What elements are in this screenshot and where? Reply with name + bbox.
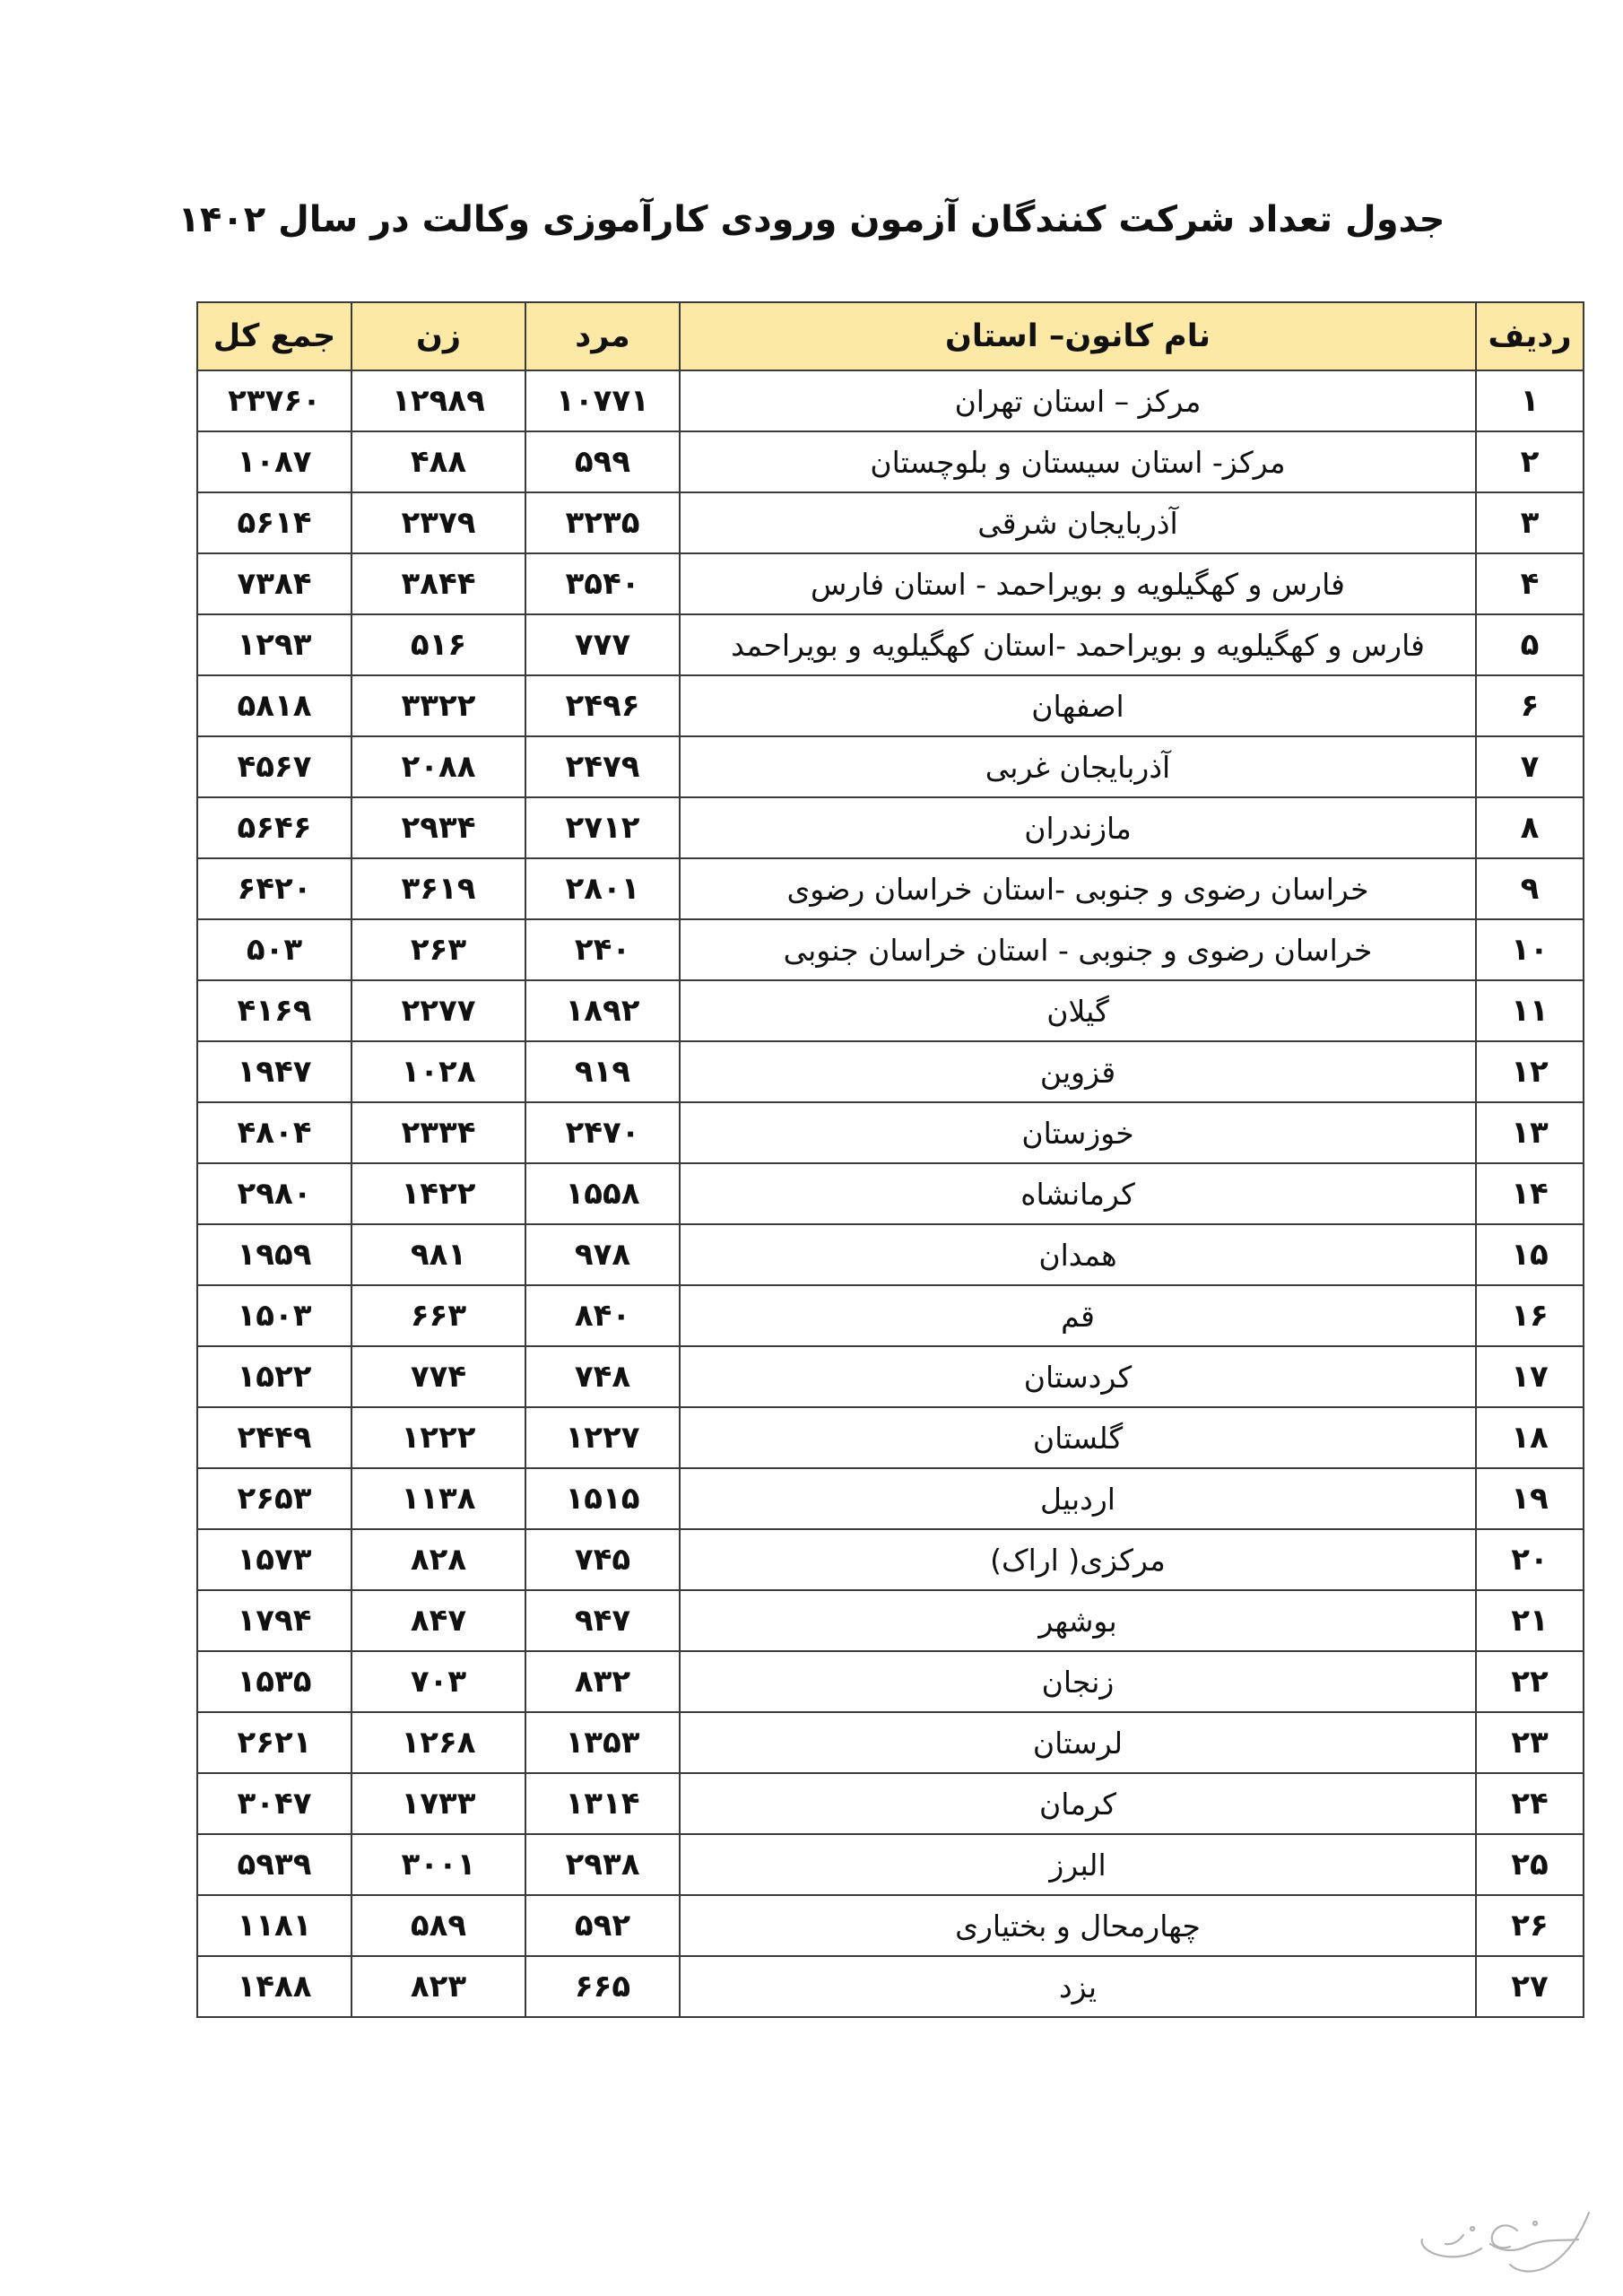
row-male-cell: ۷۷۷ [525, 614, 680, 675]
table-row [197, 1590, 1584, 1651]
row-name-cell: البرز [680, 1834, 1476, 1895]
table-row [197, 1956, 1584, 2017]
row-male-cell: ۸۴۰ [525, 1285, 680, 1346]
table-row [197, 1285, 1584, 1346]
row-total-cell: ۳۰۴۷ [197, 1773, 352, 1834]
table-row [197, 1773, 1584, 1834]
header-male: مرد [525, 302, 680, 370]
row-index-cell: ۱۶ [1476, 1285, 1584, 1346]
row-male-cell: ۲۴۷۹ [525, 736, 680, 797]
row-name-cell: قزوین [680, 1041, 1476, 1102]
row-index-cell: ۸ [1476, 797, 1584, 858]
row-index-cell: ۱۳ [1476, 1102, 1584, 1163]
row-male-cell: ۵۹۲ [525, 1895, 680, 1956]
row-female-cell: ۱۴۲۲ [352, 1163, 525, 1224]
row-male-cell: ۳۵۴۰ [525, 553, 680, 614]
row-female-cell: ۶۶۳ [352, 1285, 525, 1346]
row-index-cell: ۱۸ [1476, 1407, 1584, 1468]
row-male-cell: ۱۲۲۷ [525, 1407, 680, 1468]
table-row [197, 919, 1584, 980]
row-total-cell: ۵۰۳ [197, 919, 352, 980]
row-name-cell: مرکز- استان سیستان و بلوچستان [680, 431, 1476, 492]
row-total-cell: ۱۵۷۳ [197, 1529, 352, 1590]
table-row [197, 1102, 1584, 1163]
row-female-cell: ۲۶۳ [352, 919, 525, 980]
table-row [197, 1041, 1584, 1102]
row-male-cell: ۱۵۵۸ [525, 1163, 680, 1224]
table-header-row [197, 302, 1584, 370]
row-male-cell: ۸۳۲ [525, 1651, 680, 1712]
table-row [197, 1468, 1584, 1529]
row-total-cell: ۴۱۶۹ [197, 980, 352, 1041]
row-total-cell: ۴۵۶۷ [197, 736, 352, 797]
row-index-cell: ۲۰ [1476, 1529, 1584, 1590]
row-male-cell: ۲۸۰۱ [525, 858, 680, 919]
table-row [197, 1224, 1584, 1285]
row-male-cell: ۹۱۹ [525, 1041, 680, 1102]
row-female-cell: ۷۰۳ [352, 1651, 525, 1712]
table-row [197, 1163, 1584, 1224]
table-row [197, 492, 1584, 553]
row-index-cell: ۳ [1476, 492, 1584, 553]
row-total-cell: ۱۵۳۵ [197, 1651, 352, 1712]
row-index-cell: ۲۳ [1476, 1712, 1584, 1773]
page-title: جدول تعداد شرکت کنندگان آزمون ورودی کارآموزی وکالت در سال ۱۴۰۲ [178, 199, 1445, 240]
row-name-cell: گیلان [680, 980, 1476, 1041]
row-index-cell: ۲۴ [1476, 1773, 1584, 1834]
row-name-cell: مرکزی( اراک) [680, 1529, 1476, 1590]
row-female-cell: ۲۳۷۹ [352, 492, 525, 553]
table-row [197, 1346, 1584, 1407]
row-name-cell: فارس و کهگیلویه و بویراحمد - استان فارس [680, 553, 1476, 614]
row-female-cell: ۷۷۴ [352, 1346, 525, 1407]
row-male-cell: ۱۳۵۳ [525, 1712, 680, 1773]
row-female-cell: ۲۰۸۸ [352, 736, 525, 797]
table-row [197, 736, 1584, 797]
row-female-cell: ۸۲۳ [352, 1956, 525, 2017]
row-total-cell: ۱۹۴۷ [197, 1041, 352, 1102]
row-total-cell: ۴۸۰۴ [197, 1102, 352, 1163]
row-index-cell: ۲۵ [1476, 1834, 1584, 1895]
row-index-cell: ۲۱ [1476, 1590, 1584, 1651]
participants-table [196, 301, 1584, 2018]
table-row [197, 797, 1584, 858]
table-row [197, 1407, 1584, 1468]
row-female-cell: ۵۱۶ [352, 614, 525, 675]
row-male-cell: ۹۷۸ [525, 1224, 680, 1285]
watermark-logo-icon [1410, 2195, 1598, 2280]
row-name-cell: کرمان [680, 1773, 1476, 1834]
row-female-cell: ۱۱۳۸ [352, 1468, 525, 1529]
row-index-cell: ۱۰ [1476, 919, 1584, 980]
row-male-cell: ۲۴۹۶ [525, 675, 680, 736]
row-male-cell: ۲۷۱۲ [525, 797, 680, 858]
row-male-cell: ۲۴۷۰ [525, 1102, 680, 1163]
row-male-cell: ۳۲۳۵ [525, 492, 680, 553]
row-female-cell: ۳۰۰۱ [352, 1834, 525, 1895]
row-female-cell: ۲۲۷۷ [352, 980, 525, 1041]
row-name-cell: همدان [680, 1224, 1476, 1285]
row-name-cell: گلستان [680, 1407, 1476, 1468]
header-total: جمع کل [197, 302, 352, 370]
row-name-cell: اصفهان [680, 675, 1476, 736]
row-male-cell: ۷۴۵ [525, 1529, 680, 1590]
row-male-cell: ۶۶۵ [525, 1956, 680, 2017]
row-female-cell: ۵۸۹ [352, 1895, 525, 1956]
row-female-cell: ۱۷۳۳ [352, 1773, 525, 1834]
row-total-cell: ۵۶۴۶ [197, 797, 352, 858]
row-index-cell: ۱۲ [1476, 1041, 1584, 1102]
row-female-cell: ۴۸۸ [352, 431, 525, 492]
row-total-cell: ۱۲۹۳ [197, 614, 352, 675]
header-female: زن [352, 302, 525, 370]
row-total-cell: ۲۹۸۰ [197, 1163, 352, 1224]
row-index-cell: ۹ [1476, 858, 1584, 919]
row-male-cell: ۱۵۱۵ [525, 1468, 680, 1529]
table-row [197, 1651, 1584, 1712]
row-name-cell: کرمانشاه [680, 1163, 1476, 1224]
table-row [197, 370, 1584, 431]
row-total-cell: ۷۳۸۴ [197, 553, 352, 614]
row-total-cell: ۵۶۱۴ [197, 492, 352, 553]
row-total-cell: ۲۴۴۹ [197, 1407, 352, 1468]
row-total-cell: ۱۵۰۳ [197, 1285, 352, 1346]
row-index-cell: ۲۲ [1476, 1651, 1584, 1712]
row-index-cell: ۱ [1476, 370, 1584, 431]
row-total-cell: ۱۹۵۹ [197, 1224, 352, 1285]
row-total-cell: ۱۵۲۲ [197, 1346, 352, 1407]
row-name-cell: مرکز – استان تهران [680, 370, 1476, 431]
row-total-cell: ۵۸۱۸ [197, 675, 352, 736]
row-index-cell: ۷ [1476, 736, 1584, 797]
table-row [197, 553, 1584, 614]
row-index-cell: ۶ [1476, 675, 1584, 736]
row-total-cell: ۶۴۲۰ [197, 858, 352, 919]
table-row [197, 1529, 1584, 1590]
row-name-cell: بوشهر [680, 1590, 1476, 1651]
row-female-cell: ۲۳۳۴ [352, 1102, 525, 1163]
row-female-cell: ۳۳۲۲ [352, 675, 525, 736]
row-male-cell: ۲۹۳۸ [525, 1834, 680, 1895]
row-index-cell: ۱۷ [1476, 1346, 1584, 1407]
row-name-cell: خراسان رضوی و جنوبی - استان خراسان جنوبی [680, 919, 1476, 980]
row-female-cell: ۱۲۹۸۹ [352, 370, 525, 431]
row-index-cell: ۲۷ [1476, 1956, 1584, 2017]
table-row [197, 675, 1584, 736]
row-female-cell: ۱۲۶۸ [352, 1712, 525, 1773]
row-name-cell: مازندران [680, 797, 1476, 858]
row-index-cell: ۱۴ [1476, 1163, 1584, 1224]
row-male-cell: ۹۴۷ [525, 1590, 680, 1651]
row-name-cell: قم [680, 1285, 1476, 1346]
table-row [197, 614, 1584, 675]
table-row [197, 980, 1584, 1041]
header-index: ردیف [1476, 302, 1584, 370]
row-name-cell: خراسان رضوی و جنوبی -استان خراسان رضوی [680, 858, 1476, 919]
table-row [197, 858, 1584, 919]
row-total-cell: ۱۰۸۷ [197, 431, 352, 492]
row-index-cell: ۲۶ [1476, 1895, 1584, 1956]
row-total-cell: ۵۹۳۹ [197, 1834, 352, 1895]
row-name-cell: لرستان [680, 1712, 1476, 1773]
row-female-cell: ۸۴۷ [352, 1590, 525, 1651]
row-name-cell: خوزستان [680, 1102, 1476, 1163]
header-name: نام کانون– استان [680, 302, 1476, 370]
table-row [197, 1834, 1584, 1895]
row-index-cell: ۱۵ [1476, 1224, 1584, 1285]
row-name-cell: آذربایجان شرقی [680, 492, 1476, 553]
row-female-cell: ۱۲۲۲ [352, 1407, 525, 1468]
row-male-cell: ۱۳۱۴ [525, 1773, 680, 1834]
row-total-cell: ۱۱۸۱ [197, 1895, 352, 1956]
row-male-cell: ۵۹۹ [525, 431, 680, 492]
row-male-cell: ۷۴۸ [525, 1346, 680, 1407]
row-female-cell: ۱۰۲۸ [352, 1041, 525, 1102]
row-total-cell: ۲۳۷۶۰ [197, 370, 352, 431]
row-total-cell: ۲۶۵۳ [197, 1468, 352, 1529]
row-total-cell: ۱۴۸۸ [197, 1956, 352, 2017]
row-index-cell: ۵ [1476, 614, 1584, 675]
row-name-cell: فارس و کهگیلویه و بویراحمد -استان کهگیلویه و بویراحمد [680, 614, 1476, 675]
row-female-cell: ۳۶۱۹ [352, 858, 525, 919]
row-female-cell: ۳۸۴۴ [352, 553, 525, 614]
row-male-cell: ۱۰۷۷۱ [525, 370, 680, 431]
row-name-cell: یزد [680, 1956, 1476, 2017]
row-female-cell: ۲۹۳۴ [352, 797, 525, 858]
table-row [197, 1895, 1584, 1956]
row-name-cell: کردستان [680, 1346, 1476, 1407]
table-row [197, 1712, 1584, 1773]
row-male-cell: ۱۸۹۲ [525, 980, 680, 1041]
row-index-cell: ۱۱ [1476, 980, 1584, 1041]
row-total-cell: ۱۷۹۴ [197, 1590, 352, 1651]
row-name-cell: آذربایجان غربی [680, 736, 1476, 797]
row-index-cell: ۲ [1476, 431, 1584, 492]
row-name-cell: چهارمحال و بختیاری [680, 1895, 1476, 1956]
row-name-cell: زنجان [680, 1651, 1476, 1712]
row-index-cell: ۴ [1476, 553, 1584, 614]
row-female-cell: ۹۸۱ [352, 1224, 525, 1285]
row-female-cell: ۸۲۸ [352, 1529, 525, 1590]
table-row [197, 431, 1584, 492]
row-name-cell: اردبیل [680, 1468, 1476, 1529]
row-index-cell: ۱۹ [1476, 1468, 1584, 1529]
row-male-cell: ۲۴۰ [525, 919, 680, 980]
row-total-cell: ۲۶۲۱ [197, 1712, 352, 1773]
